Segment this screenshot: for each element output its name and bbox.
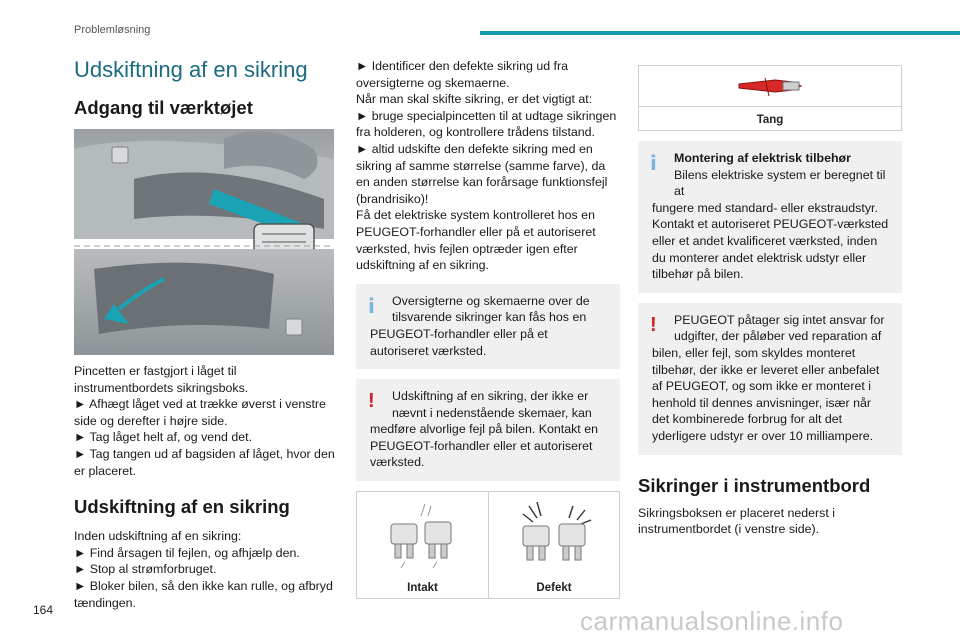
warning-box-rest: bilen, eller fejl, som skyldes monteret tilbehør, der ikke er leveret eller anbefalet af PEUGEOT, og som ikke er monteret i henhold til dennes anvisninger, især når det kombinerede forbrug for alt det yderligere udstyr er over 10 milliampere. [652,345,880,443]
info-box-rest: PEUGEOT-forhandler eller på et autoriseret værksted. [370,326,548,358]
watermark: carmanualsonline.info [580,606,844,636]
intact-caption: Intakt [407,582,438,595]
procedure-step-same-size: ► altid udskifte den defekte sikring med en sikring af samme størrelse (samme farve), da en anden størrelse kan forårsage funktionsfejl (brandrisiko)! [356,141,608,206]
defective-fuse-icon [517,500,597,570]
info-box-title: Montering af elektrisk tilbehør [674,151,851,165]
tools-paragraph-1: Pincetten er fastgjort i låget til instrumentbordets sikringsboks. [74,364,249,395]
warning-box-first-line: Udskiftning af en sikring, der ikke er nævnt i nedenstående skemaer, kan [392,389,592,420]
page-title: Udskiftning af en sikring [74,57,308,82]
column-1 [74,57,336,611]
procedure-step-tweezers: ► bruge specialpincetten til at udtage sikringen fra holderen, og kontrollere trådens tilstand. [356,108,617,140]
info-box-rest: fungere med standard- eller ekstraudstyr. Kontakt et autoriseret PEUGEOT-værksted eller et andet kvalificeret værksted, inden du monterer andet elektrisk udstyr eller tilbehør på bilen. [652,200,889,282]
replace-step-1: ► Find årsagen til fejlen, og afhjælp den. [74,545,300,560]
dashboard-image [74,129,334,355]
page-number: 164 [33,603,54,617]
replace-step-2: ► Stop al strømforbruget. [74,562,217,577]
procedure-step-identify: ► Identificer den defekte sikring ud fra oversigterne og skemaerne. [356,59,569,90]
procedure-note: Når man skal skifte sikring, er det vigtigt at: [356,92,593,107]
tools-step-3: ► Tag tangen ud af bagsiden af låget, hvor den er placeret. [74,446,335,478]
info-icon: i [650,151,657,175]
warning-icon: ! [368,390,375,413]
tweezers-figure [638,65,902,131]
warning-icon: ! [650,313,657,336]
info-box-first-line: Bilens elektriske system er beregnet til at [674,167,886,199]
replace-intro: Inden udskiftning af en sikring: [74,529,242,544]
header-accent-bar [480,31,960,35]
tweezers-icon [735,74,807,100]
replace-step-3: ► Bloker bilen, så den ikke kan rulle, og afbryd tændingen. [74,578,333,610]
info-icon: i [368,293,375,318]
dashboard-fuses-text: Sikringsboksen er placeret nederst i instrumentbordet (i venstre side). [638,505,835,537]
tools-step-2: ► Tag låget helt af, og vend det. [74,430,253,445]
dashboard-glovebox-illustration [74,129,334,355]
procedure-dealer-note: Få det elektriske system kontrolleret hos en PEUGEOT-forhandler eller på et autoriseret værksted, hvis fejlen optræder igen efter udskiftning af en sikring. [356,208,596,273]
section-title-replace: Udskiftning af en sikring [74,496,290,518]
warning-box-rest: medføre alvorlige fejl på bilen. Kontakt en PEUGEOT-forhandler eller et autoriseret værksted. [370,422,598,470]
section-header: Problemløsning [74,24,151,36]
defective-caption: Defekt [536,582,572,595]
info-box-fuse-charts [356,284,620,369]
section-title-tools: Adgang til værktøjet [74,97,253,118]
intact-fuse-icon [385,502,465,568]
warning-box-first-line: PEUGEOT påtager sig intet ansvar for udgifter, der påløber ved reparation af [674,312,885,344]
warning-box-liability [638,303,902,455]
tweezers-caption: Tang [756,114,784,126]
info-box-first-line: Oversigterne og skemaerne over de tilsvarende sikringer kan fås hos en [392,293,590,325]
column-3 [638,65,902,538]
tools-step-1: ► Afhægt låget ved at trække øverst i venstre side og derefter i højre side. [74,397,326,428]
info-box-accessories [638,141,902,293]
column-2 [356,58,620,599]
section-title-dashboard-fuses: Sikringer i instrumentbord [638,474,871,496]
fuse-comparison-table [356,491,620,599]
warning-box-fuse [356,379,620,481]
